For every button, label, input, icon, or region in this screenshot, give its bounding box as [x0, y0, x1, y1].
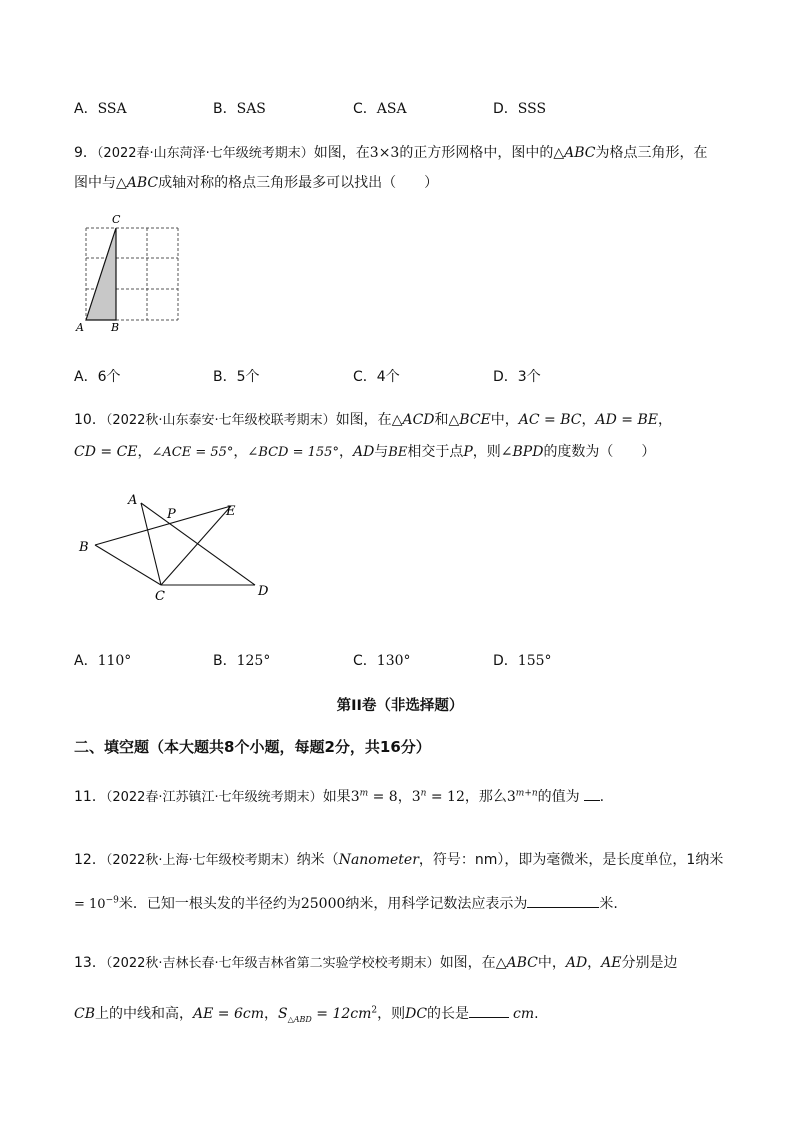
q12-answer-blank[interactable] — [527, 895, 599, 908]
q10-label-p: P — [167, 507, 176, 522]
q9-option-a: A．6个 — [74, 369, 121, 385]
q9-triangle-abc — [86, 228, 116, 320]
q8-option-d: D．SSS — [493, 101, 547, 117]
q11-answer-blank[interactable] — [584, 788, 600, 801]
q9-line1: 9．（2022春·山东菏泽·七年级统考期末）如图，在3×3的正方形网格中，图中的△ABC为格点三角形，在 — [74, 145, 708, 161]
q12-line2: = $10^{-9}$米．已知一根头发的半径约为25000纳米，用科学记数法应表示为 米. — [74, 895, 618, 912]
q9-option-d: D．3个 — [493, 369, 541, 385]
q10-option-a: A．110° — [74, 653, 132, 669]
q10-figure — [70, 485, 285, 605]
q10-label-a: A — [128, 493, 138, 508]
q8-option-a: A．SSA — [74, 101, 127, 117]
q9-line2: 图中与△ABC成轴对称的格点三角形最多可以找出（ ） — [74, 175, 439, 191]
q9-label-c: C — [112, 213, 121, 226]
q10-label-e: E — [226, 504, 236, 519]
q10-option-d: D．155° — [493, 653, 552, 669]
q9-label-b: B — [111, 321, 120, 334]
q9-option-b: B．5个 — [213, 369, 260, 385]
q13-line2: CB上的中线和高，AE = 6cm，$S_{\triangle ABD} = 12cm^2$，则DC的长是 cm. — [74, 1005, 539, 1024]
q8-option-b: B．SAS — [213, 101, 266, 117]
q10-line2: CD = CE，∠ACE = 55°，∠BCD = 155°，AD与BE相交于点P，则∠BPD的度数为（ ） — [74, 444, 656, 460]
q8-option-c: C．ASA — [353, 101, 407, 117]
section2-title: 二、填空题（本大题共8个小题，每题2分，共16分） — [74, 738, 431, 756]
q11-line: 11．（2022春·江苏镇江·七年级统考期末）如果$3^m = 8$，$3^n = 12$，那么$3^{m+n}$的值为 . — [74, 788, 605, 805]
q13-line1: 13．（2022秋·吉林长春·七年级吉林省第二实验学校校考期末）如图，在△ABC中，AD，AE分别是边 — [74, 955, 678, 971]
q9-option-c: C．4个 — [353, 369, 400, 385]
q10-line1: 10．（2022秋·山东泰安·七年级校联考期末）如图，在△ACD和△BCE中，AC = BC，AD = BE， — [74, 412, 672, 428]
q10-label-b: B — [79, 540, 89, 555]
q10-label-d: D — [258, 584, 269, 599]
q13-answer-blank[interactable] — [469, 1005, 509, 1018]
q9-grid-figure — [70, 212, 190, 337]
q9-label-a: A — [76, 321, 84, 334]
q10-option-c: C．130° — [353, 653, 411, 669]
part2-title: 第II卷（非选择题） — [336, 698, 464, 714]
q10-option-b: B．125° — [213, 653, 271, 669]
q10-label-c: C — [155, 589, 165, 604]
q12-line1: 12．（2022秋·上海·七年级校考期末）纳米（Nanometer，符号：nm），即为毫微米，是长度单位，1纳米 — [74, 852, 724, 868]
